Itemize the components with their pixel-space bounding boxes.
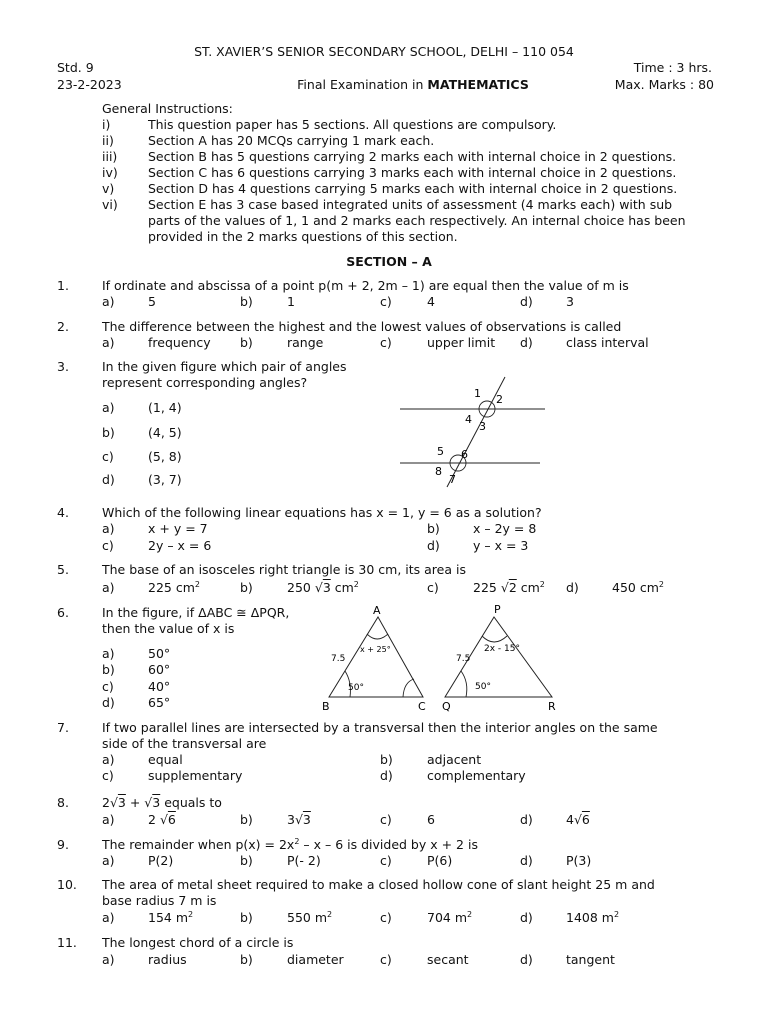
angle-label: 2x - 15° bbox=[484, 644, 520, 654]
angle-label: 6 bbox=[461, 448, 468, 461]
option-text: (5, 8) bbox=[148, 449, 182, 464]
question-text: If ordinate and abscissa of a point p(m + 2, 2m – 1) are equal then the value of m is bbox=[102, 278, 629, 293]
option-text: x – 2y = 8 bbox=[473, 521, 537, 536]
option-text bbox=[427, 910, 472, 926]
option-text: x + y = 7 bbox=[148, 521, 208, 536]
option-label: d) bbox=[520, 952, 533, 967]
option-text: 65° bbox=[148, 695, 171, 710]
question-suffix: equals to bbox=[160, 795, 222, 810]
question-text: side of the transversal are bbox=[102, 736, 267, 751]
coefficient: 2 bbox=[102, 795, 110, 810]
angle-label: x + 25° bbox=[360, 645, 391, 654]
question-text: In the given figure which pair of angles bbox=[102, 359, 347, 374]
question-number: 1. bbox=[57, 278, 69, 293]
option-text: P(3) bbox=[566, 853, 592, 868]
option-label: a) bbox=[102, 294, 115, 309]
option-label: c) bbox=[380, 294, 392, 309]
instruction-num: i) bbox=[102, 117, 111, 132]
option-text: upper limit bbox=[427, 335, 496, 350]
question-number: 6. bbox=[57, 605, 69, 620]
angle-label: 2 bbox=[496, 393, 503, 406]
angle-arc-a bbox=[367, 634, 388, 639]
instruction-text: Section C has 6 questions carrying 3 marks each with internal choice in 2 questions. bbox=[148, 165, 677, 180]
question-number: 2. bbox=[57, 319, 69, 334]
superscript: 2 bbox=[539, 580, 545, 589]
question-text: The area of metal sheet required to make a closed hollow cone of slant height 25 m and bbox=[102, 877, 655, 892]
question-text: The longest chord of a circle is bbox=[102, 935, 294, 950]
option-label: d) bbox=[520, 853, 533, 868]
option-label: b) bbox=[240, 294, 253, 309]
vertex-label: C bbox=[418, 700, 426, 712]
option-label: d) bbox=[520, 812, 533, 827]
option-label: c) bbox=[102, 679, 114, 694]
side-label: 7.5 bbox=[331, 654, 346, 664]
question-text: base radius 7 m is bbox=[102, 893, 217, 908]
radicand: 6 bbox=[167, 812, 176, 827]
superscript: 2 bbox=[194, 580, 200, 589]
option-label: c) bbox=[380, 910, 392, 925]
instruction-text: Section D has 4 questions carrying 5 marks each with internal choice in 2 questions. bbox=[148, 181, 678, 196]
superscript: 2 bbox=[658, 580, 664, 589]
question-text: If two parallel lines are intersected by a transversal then the interior angles on the same bbox=[102, 720, 658, 735]
option-text bbox=[612, 580, 664, 596]
option-label: d) bbox=[102, 695, 115, 710]
coefficient: 3 bbox=[287, 812, 295, 827]
angle-arc-p bbox=[482, 636, 507, 642]
option-text: frequency bbox=[148, 335, 211, 350]
question-number: 4. bbox=[57, 505, 69, 520]
option-label: b) bbox=[240, 335, 253, 350]
instruction-num: ii) bbox=[102, 133, 114, 148]
vertex-label: B bbox=[322, 700, 330, 712]
option-value: 704 m bbox=[427, 910, 468, 925]
radicand: 3 bbox=[152, 795, 161, 810]
option-label: c) bbox=[380, 952, 392, 967]
option-text bbox=[148, 910, 193, 926]
option-text: class interval bbox=[566, 335, 649, 350]
option-label: a) bbox=[102, 812, 115, 827]
option-value: 225 bbox=[473, 580, 501, 595]
option-text: 2y – x = 6 bbox=[148, 538, 212, 553]
parallel-lines-figure bbox=[395, 375, 550, 490]
option-value: 250 bbox=[287, 580, 315, 595]
radicand: 3 bbox=[117, 795, 126, 810]
option-label: a) bbox=[102, 752, 115, 767]
option-unit: cm bbox=[516, 580, 540, 595]
option-label: a) bbox=[102, 335, 115, 350]
option-label: d) bbox=[427, 538, 440, 553]
instruction-text: parts of the values of 1, 1 and 2 marks each respectively. An internal choice has been bbox=[148, 213, 686, 228]
instruction-text: Section E has 3 case based integrated units of assessment (4 marks each) with sub bbox=[148, 197, 673, 212]
option-label: b) bbox=[427, 521, 440, 536]
superscript: 2 bbox=[188, 910, 194, 919]
instruction-num: iv) bbox=[102, 165, 118, 180]
question-text: represent corresponding angles? bbox=[102, 375, 308, 390]
option-text bbox=[148, 580, 200, 596]
exam-time: Time : 3 hrs. bbox=[633, 60, 712, 75]
question-part: – x – 6 is divided by x + 2 is bbox=[299, 837, 478, 852]
option-label: d) bbox=[520, 294, 533, 309]
school-name: ST. XAVIER’S SENIOR SECONDARY SCHOOL, DELHI – 110 054 bbox=[194, 44, 574, 59]
option-label: b) bbox=[102, 425, 115, 440]
option-label: c) bbox=[102, 768, 114, 783]
option-label: a) bbox=[102, 580, 115, 595]
option-text: 4√6 bbox=[566, 812, 590, 827]
option-text: 5 bbox=[148, 294, 156, 309]
option-text: 50° bbox=[148, 646, 171, 661]
superscript: 2 bbox=[353, 580, 359, 589]
option-text: equal bbox=[148, 752, 183, 767]
angle-label: 1 bbox=[474, 387, 481, 400]
option-label: d) bbox=[520, 910, 533, 925]
option-label: a) bbox=[102, 910, 115, 925]
option-label: d) bbox=[566, 580, 579, 595]
option-label: a) bbox=[102, 521, 115, 536]
question-number: 11. bbox=[57, 935, 77, 950]
option-value: 450 cm bbox=[612, 580, 659, 595]
instructions-title: General Instructions: bbox=[102, 101, 233, 116]
vertex-label: A bbox=[373, 604, 381, 617]
question-text: In the figure, if ΔABC ≅ ΔPQR, bbox=[102, 605, 290, 620]
vertex-label: Q bbox=[442, 700, 451, 712]
option-text: 60° bbox=[148, 662, 171, 677]
option-label: d) bbox=[102, 472, 115, 487]
option-label: b) bbox=[240, 910, 253, 925]
angle-arc-q bbox=[461, 671, 467, 697]
option-text: tangent bbox=[566, 952, 615, 967]
radicand: 3 bbox=[322, 580, 331, 595]
coefficient: 4 bbox=[566, 812, 574, 827]
option-text: 40° bbox=[148, 679, 171, 694]
max-marks: Max. Marks : 80 bbox=[614, 77, 714, 92]
option-text: adjacent bbox=[427, 752, 482, 767]
superscript: 2 bbox=[327, 910, 333, 919]
question-number: 3. bbox=[57, 359, 69, 374]
question-text: Which of the following linear equations has x = 1, y = 6 as a solution? bbox=[102, 505, 542, 520]
instruction-text: Section A has 20 MCQs carrying 1 mark each. bbox=[148, 133, 435, 148]
instruction-num: v) bbox=[102, 181, 115, 196]
option-text: y – x = 3 bbox=[473, 538, 529, 553]
angle-label: 7 bbox=[449, 473, 456, 486]
option-text: 4 bbox=[427, 294, 435, 309]
option-text: (4, 5) bbox=[148, 425, 182, 440]
angle-label: 50° bbox=[475, 682, 491, 692]
option-text: P(- 2) bbox=[287, 853, 321, 868]
option-text: complementary bbox=[427, 768, 526, 783]
option-label: b) bbox=[240, 853, 253, 868]
instruction-text: provided in the 2 marks questions of this section. bbox=[148, 229, 458, 244]
question-part: The remainder when p(x) = 2x bbox=[102, 837, 295, 852]
superscript: 2 bbox=[294, 837, 300, 846]
option-value: 225 cm bbox=[148, 580, 195, 595]
congruent-triangles-figure bbox=[318, 600, 568, 712]
option-value: 550 m bbox=[287, 910, 328, 925]
option-text: 225 √2 $cm^2$ bbox=[473, 580, 545, 595]
option-label: c) bbox=[102, 449, 114, 464]
option-text: radius bbox=[148, 952, 187, 967]
option-text: 2 √6 bbox=[148, 812, 176, 827]
option-text: (3, 7) bbox=[148, 472, 182, 487]
option-text: 1 bbox=[287, 294, 295, 309]
option-label: d) bbox=[520, 335, 533, 350]
angle-label: 8 bbox=[435, 465, 442, 478]
option-label: c) bbox=[380, 335, 392, 350]
option-label: b) bbox=[380, 752, 393, 767]
question-text: The difference between the highest and the lowest values of observations is called bbox=[102, 319, 622, 334]
angle-label: 5 bbox=[437, 445, 444, 458]
option-label: a) bbox=[102, 853, 115, 868]
instruction-num: vi) bbox=[102, 197, 118, 212]
radicand: 3 bbox=[302, 812, 311, 827]
side-label: 7.5 bbox=[456, 654, 471, 664]
question-number: 8. bbox=[57, 795, 69, 810]
superscript: 2 bbox=[613, 910, 620, 919]
option-label: a) bbox=[102, 952, 115, 967]
angle-arc-c bbox=[403, 679, 414, 697]
option-label: c) bbox=[102, 538, 114, 553]
angle-label: 3 bbox=[479, 420, 486, 433]
option-value: 154 m bbox=[148, 910, 189, 925]
question-number: 5. bbox=[57, 562, 69, 577]
exam-subject: MATHEMATICS bbox=[427, 77, 529, 92]
coefficient: 2 bbox=[148, 812, 160, 827]
radicand: 2 bbox=[508, 580, 517, 595]
option-label: b) bbox=[102, 662, 115, 677]
option-text bbox=[287, 910, 332, 926]
instruction-num: iii) bbox=[102, 149, 118, 164]
radicand: 6 bbox=[581, 812, 590, 827]
option-unit: cm bbox=[330, 580, 354, 595]
question-text: 2√3 + √3 equals to bbox=[102, 795, 222, 810]
superscript: 2 bbox=[467, 910, 473, 919]
option-label: b) bbox=[240, 952, 253, 967]
option-text: 3√3 bbox=[287, 812, 311, 827]
option-text bbox=[566, 910, 619, 926]
option-text: 3 bbox=[566, 294, 574, 309]
instruction-text: This question paper has 5 sections. All questions are compulsory. bbox=[148, 117, 557, 132]
question-text bbox=[102, 837, 478, 853]
option-text: supplementary bbox=[148, 768, 243, 783]
option-text: (1, 4) bbox=[148, 400, 182, 415]
exam-date: 23-2-2023 bbox=[57, 77, 122, 92]
option-label: c) bbox=[427, 580, 439, 595]
instruction-text: Section B has 5 questions carrying 2 marks each with internal choice in 2 questions. bbox=[148, 149, 677, 164]
option-text: 250 √3 $cm^2$ bbox=[287, 580, 359, 595]
option-text: 6 bbox=[427, 812, 435, 827]
option-label: c) bbox=[380, 812, 392, 827]
option-text: P(6) bbox=[427, 853, 453, 868]
exam-title-prefix: Final Examination in bbox=[297, 77, 428, 92]
vertex-label: R bbox=[548, 700, 556, 712]
option-text: range bbox=[287, 335, 324, 350]
option-label: c) bbox=[380, 853, 392, 868]
option-label: d) bbox=[380, 768, 393, 783]
question-number: 10. bbox=[57, 877, 77, 892]
option-value: 1408 m bbox=[566, 910, 614, 925]
question-text: then the value of x is bbox=[102, 621, 235, 636]
standard: Std. 9 bbox=[57, 60, 94, 75]
option-text: secant bbox=[427, 952, 469, 967]
question-text: The base of an isosceles right triangle is 30 cm, its area is bbox=[102, 562, 466, 577]
option-text: diameter bbox=[287, 952, 344, 967]
option-label: b) bbox=[240, 812, 253, 827]
angle-label: 4 bbox=[465, 413, 472, 426]
vertex-label: P bbox=[494, 603, 501, 616]
option-text: P(2) bbox=[148, 853, 174, 868]
question-number: 7. bbox=[57, 720, 69, 735]
question-number: 9. bbox=[57, 837, 69, 852]
option-label: b) bbox=[240, 580, 253, 595]
option-label: a) bbox=[102, 646, 115, 661]
angle-label: 50° bbox=[348, 683, 364, 693]
section-title: SECTION – A bbox=[346, 254, 432, 269]
option-label: a) bbox=[102, 400, 115, 415]
operator: + bbox=[125, 795, 145, 810]
